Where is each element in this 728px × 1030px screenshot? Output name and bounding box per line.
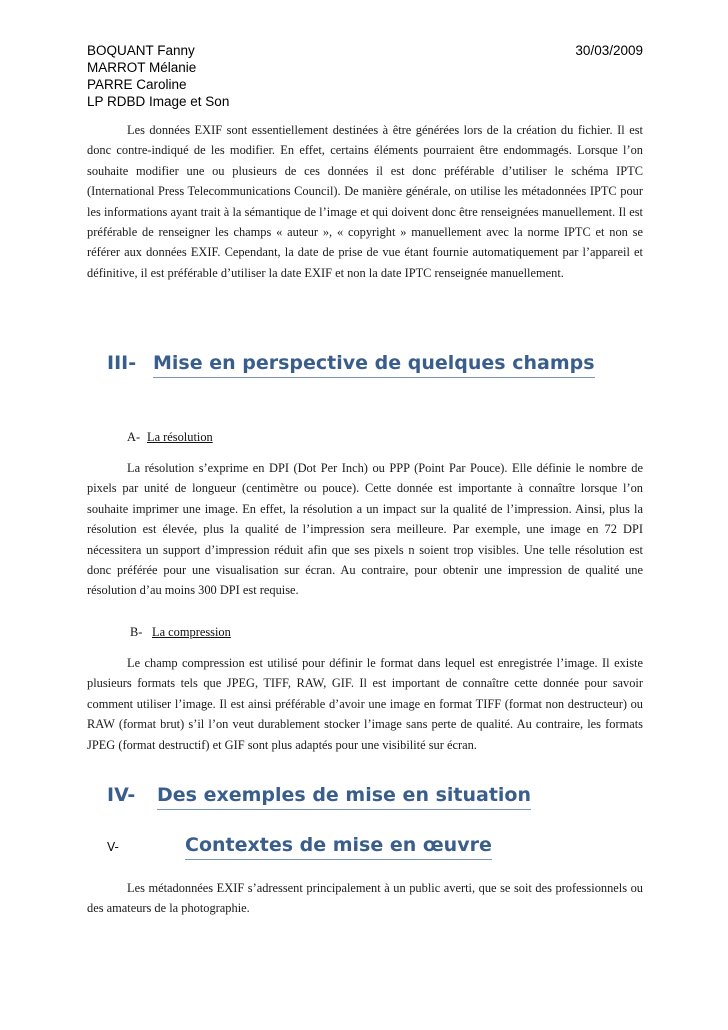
resolution-paragraph	[87, 458, 643, 601]
section-5-number: V-	[107, 840, 119, 854]
resolution-paragraph-text: La résolution s’exprime en DPI (Dot Per Inch) ou PPP (Point Par Pouce). Elle définie le nombre de pixels par unité de longueur (centimètre ou pouce). Cette donnée est importante à connaître lorsque l’on souhaite imprimer une image. En effet, la résolution a un impact sur la qualité de l’impression. Ainsi, plus la résolution est élevée, plus la qualité de l’impression sera meilleure. Par exemple, une image en 72 DPI nécessitera un support d’impression réduit afin que ses pixels n soient trop visibles. Une telle résolution est donc préférée pour une visualisation sur écran. Au contraire, pour obtenir une impression de qualité une résolution d’au moins 300 DPI est requise.	[87, 461, 643, 598]
compression-paragraph	[87, 653, 643, 755]
subsection-a-heading	[127, 430, 213, 445]
section-5-title: Contextes de mise en œuvre	[185, 834, 492, 860]
subsection-b-heading	[130, 625, 231, 640]
subsection-a-number: A-	[127, 430, 141, 444]
section-4-number: IV-	[107, 784, 136, 806]
section-5-heading	[107, 834, 492, 860]
subsection-a-title: La résolution	[147, 430, 213, 444]
intro-paragraph	[87, 120, 643, 283]
subsection-b-title: La compression	[152, 625, 231, 639]
compression-paragraph-text: Le champ compression est utilisé pour définir le format dans lequel est enregistrée l’image. Il existe plusieurs formats tels que JPEG, TIFF, RAW, GIF. Il est important de connaître cette donnée pour savoir comment utiliser l’image. Il est ainsi préférable d’avoir une image en format TIFF (format non destructeur) ou RAW (format brut) s’il l’on veut durablement stocker l’image sans perte de qualité. Au contraire, les formats JPEG (format destructif) et GIF sont plus adaptés pour une visibilité sur écran.	[87, 656, 643, 752]
document-date: 30/03/2009	[575, 43, 643, 58]
section-3-number: III-	[107, 352, 137, 374]
section-3-heading	[107, 352, 595, 378]
section-4-title: Des exemples de mise en situation	[157, 784, 531, 810]
document-header	[87, 42, 643, 110]
contexts-paragraph-text: Les métadonnées EXIF s’adressent principalement à un public averti, que se soit des professionnels ou des amateurs de la photographie.	[87, 881, 643, 916]
section-4-heading	[107, 784, 531, 810]
subsection-b-number: B-	[130, 625, 143, 639]
author-name-1: BOQUANT Fanny	[87, 43, 195, 58]
course-name: LP RDBD Image et Son	[87, 94, 230, 109]
author-name-2: MARROT Mélanie	[87, 60, 197, 75]
author-name-3: PARRE Caroline	[87, 77, 187, 92]
contexts-paragraph	[87, 878, 643, 919]
section-3-title: Mise en perspective de quelques champs	[153, 352, 595, 378]
intro-paragraph-text: Les données EXIF sont essentiellement destinées à être générées lors de la création du fichier. Il est donc contre-indiqué de les modifier. En effet, certains éléments pourraient être endommagés. Lorsque l’on souhaite modifier une ou plusieurs de ces données il est donc préférable d’utiliser le schéma IPTC (International Press Telecommunications Council). De manière générale, on utilise les métadonnées IPTC pour les informations ayant trait à la sémantique de l’image et qui doivent donc être renseignées manuellement. Il est préférable de renseigner les champs « auteur », « copyright » manuellement avec la norme IPTC et non se référer aux données EXIF. Cependant, la date de prise de vue étant fournie automatiquement par l’appareil et définitive, il est préférable d’utiliser la date EXIF et non la date IPTC renseignée manuellement.	[87, 123, 643, 280]
